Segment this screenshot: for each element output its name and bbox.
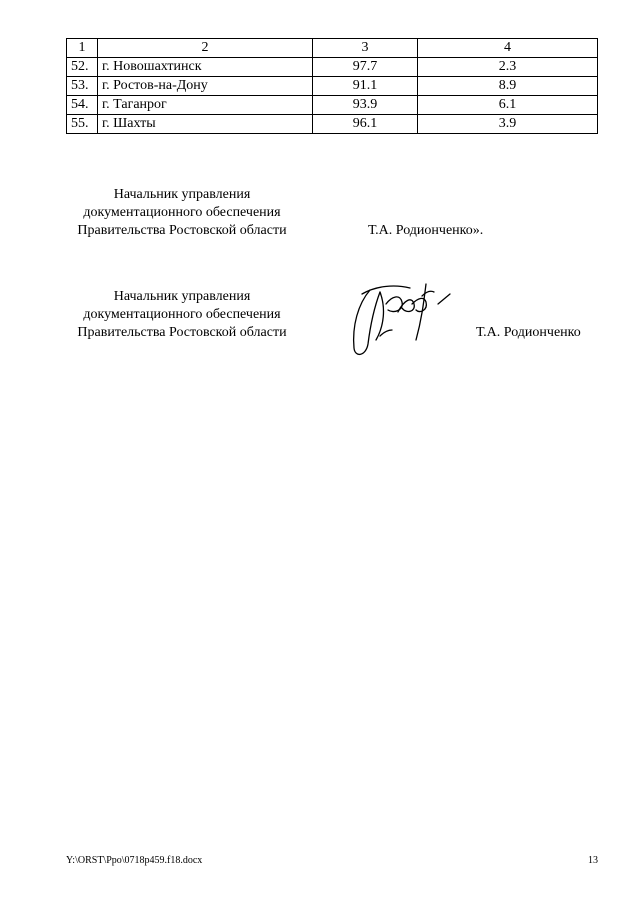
signatory-title [32, 186, 332, 240]
footer-file-path: Y:\ORST\Ppo\0718p459.f18.docx [66, 855, 203, 866]
city-name: г. Новошахтинск [98, 58, 313, 77]
signatory-title-line: Правительства Ростовской области [77, 223, 287, 238]
city-name: г. Таганрог [98, 96, 313, 115]
header-cell: 3 [313, 39, 418, 58]
row-number: 55. [67, 115, 98, 134]
signatory-title-line: документационного обеспечения [83, 205, 281, 220]
header-cell: 2 [98, 39, 313, 58]
value-col4: 3.9 [418, 115, 598, 134]
row-number: 54. [67, 96, 98, 115]
row-number: 53. [67, 77, 98, 96]
value-col4: 6.1 [418, 96, 598, 115]
value-col3: 96.1 [313, 115, 418, 134]
value-col3: 93.9 [313, 96, 418, 115]
value-col4: 8.9 [418, 77, 598, 96]
header-cell: 4 [418, 39, 598, 58]
city-name: г. Ростов-на-Дону [98, 77, 313, 96]
signatory-title-line: Начальник управления [113, 187, 251, 202]
city-name: г. Шахты [98, 115, 313, 134]
signatory-title [32, 288, 332, 342]
value-col3: 91.1 [313, 77, 418, 96]
signatory-name: Т.А. Родионченко [476, 325, 581, 340]
row-number: 52. [67, 58, 98, 77]
data-table [66, 38, 598, 134]
value-col4: 2.3 [418, 58, 598, 77]
table-row [67, 58, 598, 77]
header-cell: 1 [67, 39, 98, 58]
table-header-row [67, 39, 598, 58]
table-row [67, 115, 598, 134]
table-row [67, 77, 598, 96]
signatory-title-line: документационного обеспечения [83, 307, 281, 322]
signatory-title-line: Начальник управления [113, 289, 251, 304]
handwritten-signature [340, 274, 460, 360]
signatory-title-line: Правительства Ростовской области [77, 325, 287, 340]
signatory-name: Т.А. Родионченко». [368, 223, 484, 238]
value-col3: 97.7 [313, 58, 418, 77]
table-row [67, 96, 598, 115]
page-number: 13 [588, 855, 598, 866]
